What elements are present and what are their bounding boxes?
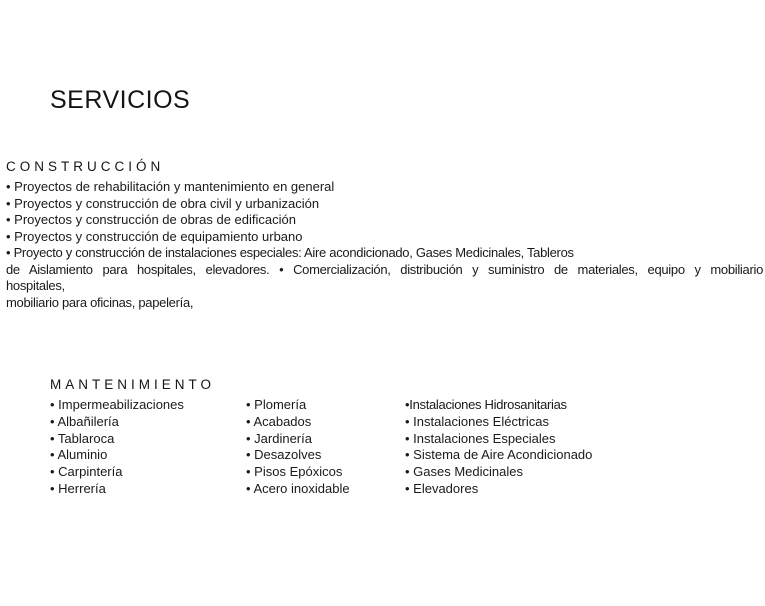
construction-bullet-line: • Proyecto y construcción de instalaciones especiales: Aire acondicionado, Gases Medicinales, Tableros xyxy=(6,245,574,260)
construction-bullet-line: • Proyectos de rehabilitación y mantenimiento en general xyxy=(6,179,335,194)
construction-continuation-line: hospitales, xyxy=(6,278,65,293)
maintenance-item: • Acabados xyxy=(246,413,312,429)
construction-bullet-line: • Proyectos y construcción de equipamiento urbano xyxy=(6,228,303,244)
construction-section xyxy=(6,159,763,311)
maintenance-item: • Herrería xyxy=(50,480,106,496)
maintenance-column-3 xyxy=(405,397,750,498)
maintenance-section xyxy=(50,377,750,498)
construction-heading: CONSTRUCCIÓN xyxy=(6,159,165,174)
maintenance-item: • Tablaroca xyxy=(50,430,115,446)
maintenance-item: • Sistema de Aire Acondicionado xyxy=(405,447,593,463)
maintenance-item: • Pisos Epóxicos xyxy=(246,464,343,480)
maintenance-item: • Desazolves xyxy=(246,447,322,463)
maintenance-item: • Albañilería xyxy=(50,413,119,429)
maintenance-item: • Aluminio xyxy=(50,447,108,463)
maintenance-item: • Impermeabilizaciones xyxy=(50,397,184,412)
page-title: SERVICIOS xyxy=(50,86,191,114)
maintenance-column-1 xyxy=(50,397,246,498)
maintenance-item: • Acero inoxidable xyxy=(246,480,350,496)
maintenance-item: •Instalaciones Hidrosanitarias xyxy=(405,397,567,412)
construction-bullet-line: • Proyectos y construcción de obras de edificación xyxy=(6,212,296,227)
maintenance-item: • Gases Medicinales xyxy=(405,464,523,480)
maintenance-item: • Elevadores xyxy=(405,480,479,496)
maintenance-item: • Plomería xyxy=(246,397,307,412)
maintenance-column-2 xyxy=(246,397,405,498)
maintenance-heading: MANTENIMIENTO xyxy=(50,377,216,392)
maintenance-item: • Jardinería xyxy=(246,430,312,446)
maintenance-item: • Instalaciones Eléctricas xyxy=(405,413,550,429)
maintenance-item: • Instalaciones Especiales xyxy=(405,430,556,446)
construction-continuation-line: mobiliario para oficinas, papelería, xyxy=(6,294,194,310)
maintenance-columns xyxy=(50,397,750,498)
maintenance-item: • Carpintería xyxy=(50,464,123,480)
construction-continuation-line: de Aislamiento para hospitales, elevadores. • Comercialización, distribución y suministro de materiales, equipo y mobiliario xyxy=(6,261,763,277)
construction-bullet-line: • Proyectos y construcción de obra civil y urbanización xyxy=(6,195,320,211)
